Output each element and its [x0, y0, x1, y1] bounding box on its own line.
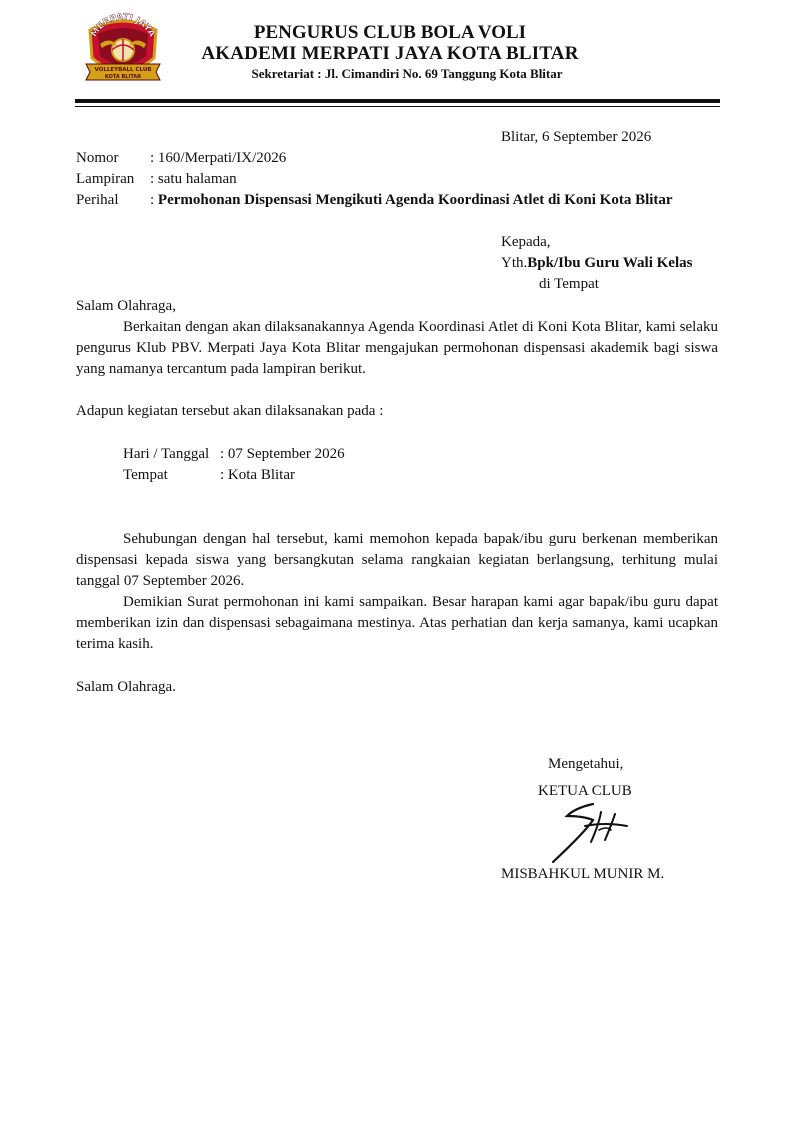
signature-name: MISBAHKUL MUNIR M. [501, 866, 665, 882]
signature-acknowledged: Mengetahui, [548, 756, 624, 772]
closing: Salam Olahraga. [76, 679, 176, 695]
signature-position: KETUA CLUB [538, 783, 632, 799]
recipient-place: di Tempat [539, 276, 599, 292]
event-value: : 07 September 2026 [220, 446, 345, 462]
letter-date: Blitar, 6 September 2026 [501, 129, 652, 145]
letter-meta [76, 148, 673, 211]
event-label: Tempat [123, 467, 168, 483]
letterhead-address: Sekretariat : Jl. Cimandiri No. 69 Tanggung Kota Blitar [251, 66, 563, 81]
meta-value: : 160/Merpati/IX/2026 [150, 150, 287, 166]
recipient-block [501, 232, 692, 295]
recipient-name: Bpk/Ibu Guru Wali Kelas [527, 255, 693, 271]
body-paragraph-1: Berkaitan dengan akan dilaksanakannya Agenda Koordinasi Atlet di Koni Kota Blitar, kami selaku pengurus Klub PBV. Merpati Jaya Kota Blitar mengajukan permohonan dispensasi akademik bagi siswa yang namanya tercantum pada lampiran berikut. [76, 319, 718, 377]
meta-value-subject: Permohonan Dispensasi Mengikuti Agenda Koordinasi Atlet di Koni Kota Blitar [157, 192, 673, 208]
event-details [123, 444, 345, 486]
handwritten-signature [545, 800, 635, 866]
meta-label: Perihal [76, 192, 119, 208]
letterhead-rule-thin [75, 106, 720, 107]
meta-value: : satu halaman [150, 171, 237, 187]
meta-row-perihal [76, 190, 673, 211]
body-paragraph-3: Demikian Surat permohonan ini kami sampaikan. Besar harapan kami agar bapak/ibu guru dapat memberikan izin dan dispensasi sebagaimana mestinya. Atas perhatian dan kerja samanya, kami ucapkan terima kasih. [76, 594, 718, 652]
event-row-place [123, 465, 345, 486]
logo-bottom-text: KOTA BLITAR [104, 74, 142, 80]
logo-top-text: MERPATI JAYA [89, 12, 157, 39]
logo-ribbon-text: VOLLEYBALL CLUB [94, 67, 152, 73]
body-paragraph-2: Sehubungan dengan hal tersebut, kami memohon kepada bapak/ibu guru berkenan memberikan dispensasi kepada siswa yang bersangkutan selama rangkaian kegiatan berlangsung, terhitung mulai tanggal 07 September 2026. [76, 531, 718, 589]
event-row-date [123, 444, 345, 465]
recipient-prefix: Yth. [501, 255, 528, 271]
meta-row-nomor [76, 148, 673, 169]
club-logo-emblem [80, 10, 166, 86]
club-logo [80, 10, 166, 86]
recipient-greeting: Kepada, [501, 234, 551, 250]
meta-label: Lampiran [76, 171, 135, 187]
event-value: : Kota Blitar [220, 467, 295, 483]
event-label: Hari / Tanggal [123, 446, 210, 462]
letterhead-rule-thick [75, 99, 720, 103]
event-intro: Adapun kegiatan tersebut akan dilaksanakan pada : [76, 403, 384, 419]
letterhead-line-1: PENGURUS CLUB BOLA VOLI [253, 22, 527, 43]
meta-row-lampiran [76, 169, 673, 190]
salutation: Salam Olahraga, [76, 298, 176, 314]
meta-label: Nomor [76, 150, 119, 166]
meta-value-prefix: : [150, 192, 158, 208]
recipient-name-line [501, 253, 692, 274]
letterhead-line-2: AKADEMI MERPATI JAYA KOTA BLITAR [201, 43, 579, 64]
